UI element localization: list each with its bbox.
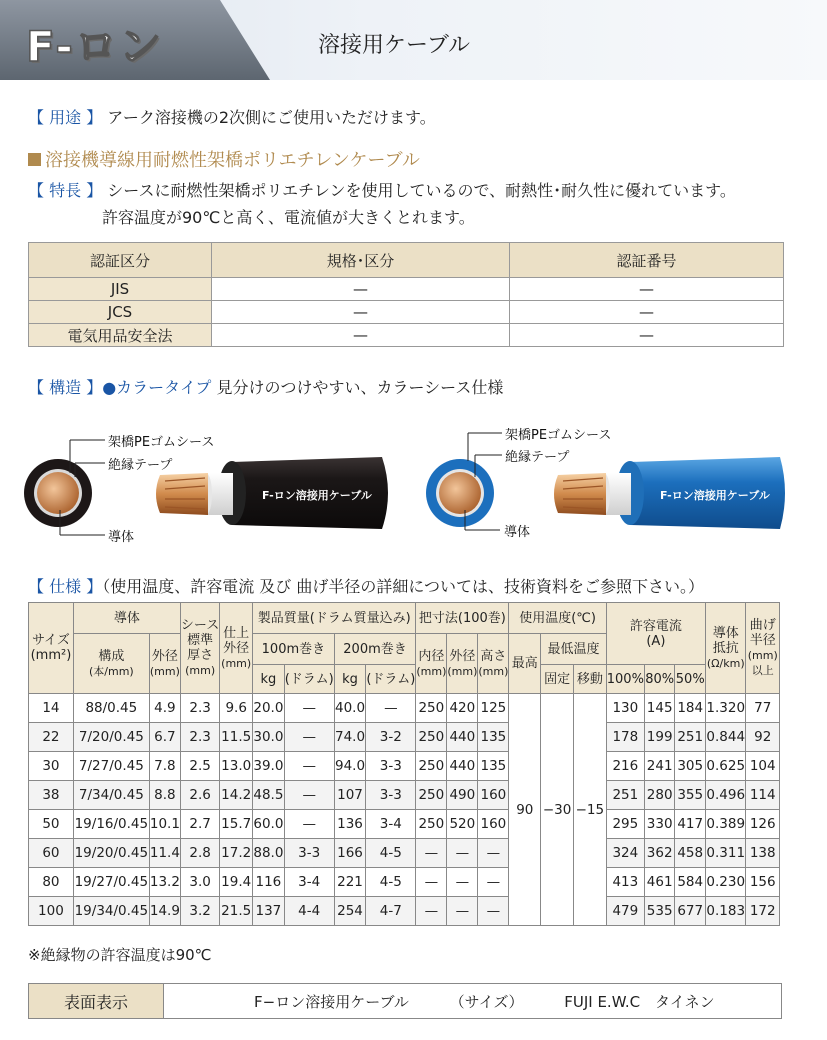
- spec-row: [29, 868, 780, 897]
- spec-cell: 2.7: [180, 810, 219, 839]
- structure-desc: 見分けのつけやすい、カラーシース仕様: [216, 378, 504, 397]
- col-kg-100: kg: [253, 665, 285, 694]
- spec-table: [28, 602, 780, 926]
- spec-cell: 584: [675, 868, 706, 897]
- spec-cell: 4-4: [284, 897, 334, 926]
- spec-cell: 7/34/0.45: [73, 781, 149, 810]
- spec-cell: 178: [606, 723, 644, 752]
- col-drum-200: (ドラム): [366, 665, 416, 694]
- col-sheath: シース 標準 厚さ (mm): [180, 603, 219, 694]
- subtitle-text: 溶接機導線用耐燃性架橋ポリエチレンケーブル: [45, 150, 420, 171]
- spec-cell: —: [416, 839, 447, 868]
- spec-cell: —: [284, 810, 334, 839]
- cert-header-standard: 規格･区分: [212, 243, 510, 278]
- col-construction: 構成 (本/mm): [73, 634, 149, 694]
- cert-row: [29, 301, 784, 324]
- spec-cell: 295: [606, 810, 644, 839]
- footnote: ※絶縁物の許容温度は90℃: [28, 946, 212, 964]
- spec-cell: 136: [334, 810, 366, 839]
- spec-cell: 145: [644, 694, 675, 723]
- spec-cell: 250: [416, 694, 447, 723]
- spec-cell: 216: [606, 752, 644, 781]
- spec-cell: 7.8: [149, 752, 180, 781]
- spec-cell: 172: [746, 897, 780, 926]
- col-max: 最高: [509, 634, 541, 694]
- spec-cell: 2.8: [180, 839, 219, 868]
- col-finish: 仕上 外径 (mm): [220, 603, 253, 694]
- spec-cell: 520: [447, 810, 478, 839]
- spec-cell: 8.8: [149, 781, 180, 810]
- spec-cell: 130: [606, 694, 644, 723]
- spec-cell: 13.2: [149, 868, 180, 897]
- spec-cell: 0.183: [706, 897, 746, 926]
- temp-moving-cell: −15: [573, 694, 606, 926]
- spec-note: （使用温度、許容電流 及び 曲げ半径の詳細については、技術資料をご参照下さい。）: [102, 577, 705, 596]
- spec-cell: 3.2: [180, 897, 219, 926]
- spec-cell: 440: [447, 723, 478, 752]
- spec-cell: 10.1: [149, 810, 180, 839]
- col-resistance: 導体 抵抗 (Ω/km): [706, 603, 746, 694]
- temp-max-cell: 90: [509, 694, 541, 926]
- spec-cell: 156: [746, 868, 780, 897]
- col-current: 許容電流 (A): [606, 603, 705, 665]
- spec-cell: 241: [644, 752, 675, 781]
- spec-cell: 19/16/0.45: [73, 810, 149, 839]
- spec-cell: 330: [644, 810, 675, 839]
- spec-cell: 4-7: [366, 897, 416, 926]
- spec-row: [29, 723, 780, 752]
- spec-table-body: [29, 694, 780, 926]
- spec-cell: 30: [29, 752, 74, 781]
- spec-cell: 38: [29, 781, 74, 810]
- spec-cell: 88.0: [253, 839, 285, 868]
- spec-cell: 3.0: [180, 868, 219, 897]
- spec-cell: 160: [478, 781, 509, 810]
- spec-cell: 417: [675, 810, 706, 839]
- spec-cell: —: [284, 723, 334, 752]
- col-dims: 把寸法(100巻): [416, 603, 509, 634]
- spec-cell: 251: [675, 723, 706, 752]
- cert-cell: —: [212, 324, 510, 347]
- temp-fixed-cell: −30: [541, 694, 574, 926]
- cert-row: [29, 324, 784, 347]
- spec-row: [29, 810, 780, 839]
- spec-cell: 60: [29, 839, 74, 868]
- spec-label: 仕様: [49, 577, 82, 596]
- spec-cell: 40.0: [334, 694, 366, 723]
- spec-cell: 420: [447, 694, 478, 723]
- spec-row: [29, 694, 780, 723]
- spec-cell: 30.0: [253, 723, 285, 752]
- spec-cell: 3-4: [284, 868, 334, 897]
- spec-cell: 250: [416, 810, 447, 839]
- cert-cell: JIS: [29, 278, 212, 301]
- product-subtitle: [28, 146, 420, 172]
- spec-cell: 251: [606, 781, 644, 810]
- spec-cell: 92: [746, 723, 780, 752]
- col-50pct: 50%: [675, 665, 706, 694]
- spec-cell: 0.625: [706, 752, 746, 781]
- spec-cell: 50: [29, 810, 74, 839]
- brand-logo: F-ロン: [26, 22, 163, 71]
- spec-cell: 2.3: [180, 694, 219, 723]
- col-height: 高さ (mm): [478, 634, 509, 694]
- spec-cell: 0.230: [706, 868, 746, 897]
- col-conductor: 導体: [73, 603, 180, 634]
- spec-cell: 19.4: [220, 868, 253, 897]
- spec-cell: 100: [29, 897, 74, 926]
- spec-cell: 184: [675, 694, 706, 723]
- spec-cell: —: [447, 839, 478, 868]
- spec-cell: —: [366, 694, 416, 723]
- cert-cell: 電気用品安全法: [29, 324, 212, 347]
- surface-label: 表面表示: [29, 984, 164, 1019]
- black-tape-label: 絶縁テープ: [108, 458, 173, 473]
- spec-cell: —: [478, 839, 509, 868]
- spec-cell: 3-2: [366, 723, 416, 752]
- spec-cell: 21.5: [220, 897, 253, 926]
- col-w200: 200m巻き: [334, 634, 416, 665]
- spec-cell: 60.0: [253, 810, 285, 839]
- surface-part: FUJI E.W.C タイネン: [564, 992, 715, 1011]
- spec-line: 【 仕様 】（使用温度、許容電流 及び 曲げ半径の詳細については、技術資料をご参照下さい。）: [28, 577, 705, 596]
- spec-cell: 4.9: [149, 694, 180, 723]
- spec-cell: 250: [416, 723, 447, 752]
- subtitle-square-icon: [28, 153, 41, 166]
- cert-cell: —: [212, 301, 510, 324]
- spec-cell: 125: [478, 694, 509, 723]
- spec-cell: 305: [675, 752, 706, 781]
- col-bend: 曲げ 半径 (mm) 以上: [746, 603, 780, 694]
- spec-cell: 355: [675, 781, 706, 810]
- spec-cell: 413: [606, 868, 644, 897]
- spec-cell: 250: [416, 781, 447, 810]
- spec-cell: 17.2: [220, 839, 253, 868]
- spec-cell: 19/34/0.45: [73, 897, 149, 926]
- spec-cell: 48.5: [253, 781, 285, 810]
- spec-cell: 3-3: [366, 752, 416, 781]
- spec-cell: 77: [746, 694, 780, 723]
- spec-cell: 324: [606, 839, 644, 868]
- spec-cell: 137: [253, 897, 285, 926]
- spec-cell: 254: [334, 897, 366, 926]
- blue-cable-print: F-ロン溶接用ケーブル: [660, 489, 770, 502]
- spec-cell: 3-3: [284, 839, 334, 868]
- spec-cell: 677: [675, 897, 706, 926]
- col-inner: 内径 (mm): [416, 634, 447, 694]
- structure-label: 構造: [49, 378, 82, 397]
- features-text-1: シースに耐燃性架橋ポリエチレンを使用しているので、耐熱性･耐久性に優れています。: [107, 181, 736, 200]
- spec-cell: 13.0: [220, 752, 253, 781]
- spec-cell: 11.5: [220, 723, 253, 752]
- spec-cell: 94.0: [334, 752, 366, 781]
- col-size: サイズ (mm²): [29, 603, 74, 694]
- spec-cell: 14: [29, 694, 74, 723]
- spec-row: [29, 839, 780, 868]
- spec-cell: 138: [746, 839, 780, 868]
- spec-cell: 3-4: [366, 810, 416, 839]
- spec-cell: —: [284, 694, 334, 723]
- col-weight: 製品質量(ドラム質量込み): [253, 603, 416, 634]
- page-header: [0, 0, 827, 80]
- col-kg-200: kg: [334, 665, 366, 694]
- spec-cell: 0.389: [706, 810, 746, 839]
- blue-sheath-label: 架橋PEゴムシース: [505, 428, 612, 443]
- spec-cell: 7/20/0.45: [73, 723, 149, 752]
- col-w100: 100m巻き: [253, 634, 335, 665]
- spec-cell: 9.6: [220, 694, 253, 723]
- col-min: 最低温度: [541, 634, 607, 665]
- spec-cell: 135: [478, 752, 509, 781]
- usage-label: 用途: [49, 108, 82, 127]
- spec-cell: 4-5: [366, 839, 416, 868]
- spec-cell: 3-3: [366, 781, 416, 810]
- spec-cell: 535: [644, 897, 675, 926]
- blue-conductor-label: 導体: [504, 525, 531, 540]
- spec-row: [29, 897, 780, 926]
- spec-cell: 126: [746, 810, 780, 839]
- spec-cell: 458: [675, 839, 706, 868]
- spec-cell: —: [416, 868, 447, 897]
- spec-cell: 6.7: [149, 723, 180, 752]
- spec-cell: 2.6: [180, 781, 219, 810]
- spec-cell: 0.844: [706, 723, 746, 752]
- cert-header-number: 認証番号: [510, 243, 784, 278]
- spec-cell: 7/27/0.45: [73, 752, 149, 781]
- spec-cell: —: [478, 868, 509, 897]
- spec-cell: —: [447, 897, 478, 926]
- spec-cell: 250: [416, 752, 447, 781]
- features-text-2: 許容温度が90℃と高く、電流値が大きくとれます。: [102, 208, 475, 227]
- color-type-label: ●カラータイプ: [102, 378, 212, 397]
- col-outer: 外径 (mm): [447, 634, 478, 694]
- usage-line: 【 用途 】 アーク溶接機の2次側にご使用いただけます。: [28, 108, 436, 127]
- black-cable-print: F-ロン溶接用ケーブル: [262, 489, 372, 502]
- spec-cell: 0.496: [706, 781, 746, 810]
- spec-cell: —: [284, 752, 334, 781]
- cert-header-category: 認証区分: [29, 243, 212, 278]
- col-moving: 移動: [573, 665, 606, 694]
- spec-cell: 15.7: [220, 810, 253, 839]
- spec-cell: 440: [447, 752, 478, 781]
- cert-cell: —: [212, 278, 510, 301]
- certification-table: [28, 242, 784, 347]
- spec-cell: 116: [253, 868, 285, 897]
- spec-cell: 22: [29, 723, 74, 752]
- spec-cell: 1.320: [706, 694, 746, 723]
- spec-cell: 74.0: [334, 723, 366, 752]
- brand-logo-block: [0, 0, 270, 80]
- usage-text: アーク溶接機の2次側にご使用いただけます。: [107, 108, 436, 127]
- spec-cell: 461: [644, 868, 675, 897]
- spec-cell: 39.0: [253, 752, 285, 781]
- spec-cell: 479: [606, 897, 644, 926]
- col-drum-100: (ドラム): [284, 665, 334, 694]
- spec-cell: 104: [746, 752, 780, 781]
- blue-tape-label: 絶縁テープ: [505, 450, 570, 465]
- spec-cell: 2.5: [180, 752, 219, 781]
- cert-cell: JCS: [29, 301, 212, 324]
- cable-structure-diagram: [20, 415, 800, 550]
- features-line: 【 特長 】 シースに耐燃性架橋ポリエチレンを使用しているので、耐熱性･耐久性に優れています。: [28, 181, 736, 200]
- col-temp: 使用温度(℃): [509, 603, 606, 634]
- cert-row: [29, 278, 784, 301]
- surface-value: [164, 984, 782, 1019]
- col-od: 外径 (mm): [149, 634, 180, 694]
- spec-cell: 80: [29, 868, 74, 897]
- spec-cell: 2.3: [180, 723, 219, 752]
- spec-cell: 166: [334, 839, 366, 868]
- spec-cell: 280: [644, 781, 675, 810]
- spec-cell: 0.311: [706, 839, 746, 868]
- page-title: 溶接用ケーブル: [318, 33, 471, 58]
- col-100pct: 100%: [606, 665, 644, 694]
- spec-cell: 160: [478, 810, 509, 839]
- spec-row: [29, 781, 780, 810]
- spec-cell: 4-5: [366, 868, 416, 897]
- cert-cell: —: [510, 324, 784, 347]
- surface-part: F−ロン溶接用ケーブル: [254, 992, 409, 1011]
- black-sheath-label: 架橋PEゴムシース: [108, 435, 215, 450]
- spec-cell: —: [478, 897, 509, 926]
- spec-cell: 11.4: [149, 839, 180, 868]
- spec-cell: 107: [334, 781, 366, 810]
- col-fixed: 固定: [541, 665, 574, 694]
- spec-cell: —: [416, 897, 447, 926]
- cert-cell: —: [510, 301, 784, 324]
- spec-cell: 135: [478, 723, 509, 752]
- cert-cell: —: [510, 278, 784, 301]
- spec-cell: 20.0: [253, 694, 285, 723]
- spec-cell: 19/20/0.45: [73, 839, 149, 868]
- spec-cell: 362: [644, 839, 675, 868]
- spec-cell: 19/27/0.45: [73, 868, 149, 897]
- spec-cell: 221: [334, 868, 366, 897]
- black-conductor-label: 導体: [108, 530, 135, 545]
- structure-line: 【 構造 】●カラータイプ 見分けのつけやすい、カラーシース仕様: [28, 378, 504, 397]
- spec-cell: 88/0.45: [73, 694, 149, 723]
- col-80pct: 80%: [644, 665, 675, 694]
- spec-cell: 14.9: [149, 897, 180, 926]
- spec-row: [29, 752, 780, 781]
- features-label: 特長: [49, 181, 82, 200]
- spec-cell: 490: [447, 781, 478, 810]
- spec-cell: 14.2: [220, 781, 253, 810]
- spec-cell: —: [284, 781, 334, 810]
- surface-marking-table: [28, 983, 782, 1019]
- surface-part: （サイズ）: [449, 992, 524, 1011]
- spec-cell: 114: [746, 781, 780, 810]
- spec-cell: —: [447, 868, 478, 897]
- spec-cell: 199: [644, 723, 675, 752]
